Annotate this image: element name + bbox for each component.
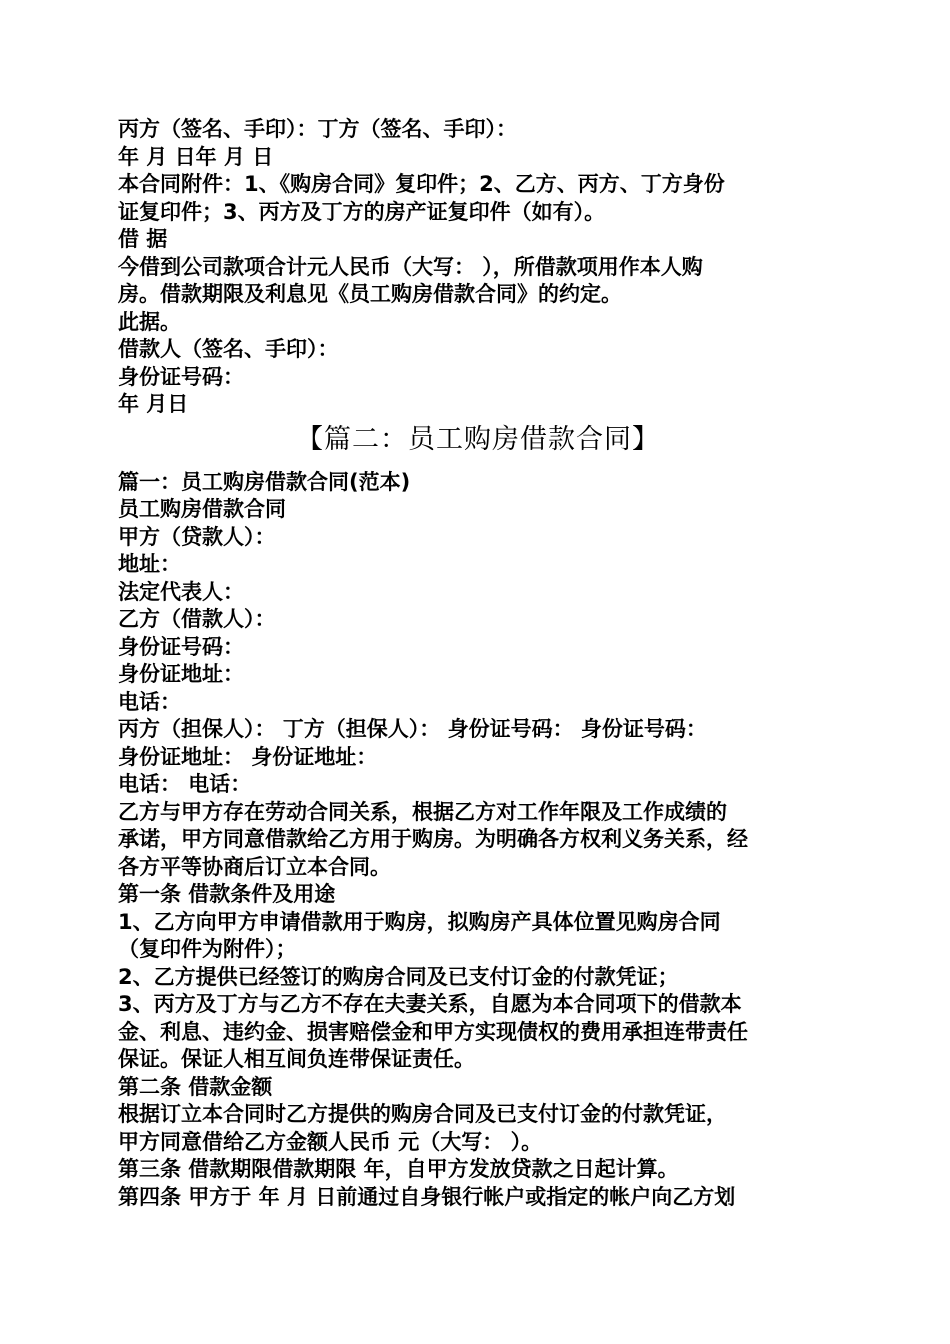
iou-heading: 借 据 [118,227,168,251]
borrower-signature-line: 借款人（签名、手印）： [118,337,339,361]
party-b-address-line: 身份证地址： [118,662,244,686]
guarantors-line: 丙方（担保人）： 丁方（担保人）： 身份证号码： 身份证号码： [118,717,707,741]
contract-template-heading: 篇一：员工购房借款合同(范本) [118,469,411,494]
legal-representative-line: 法定代表人： [118,579,244,604]
article-2-body-line-2: 甲方同意借给乙方金额人民币 元（大写： ）。 [118,1129,543,1154]
article-1-heading: 第一条 借款条件及用途 [118,882,336,906]
party-a-line: 甲方（贷款人）： [118,524,276,549]
party-b-id-line: 身份证号码： [118,634,244,659]
article-2-heading: 第二条 借款金额 [118,1074,273,1099]
article-1-item-1-line-1: 1、乙方向甲方申请借款用于购房，拟购房产具体位置见购房合同 [118,909,721,934]
party-a-address-line: 地址： [118,552,181,576]
contract-section-two [118,469,838,1212]
preamble-line-3: 各方平等协商后订立本合同。 [118,854,391,879]
contract-tail-section [118,116,838,419]
signature-line-bing-ding: 丙方（签名、手印）：丁方（签名、手印）： [118,117,517,141]
article-1-item-2: 2、乙方提供已经签订的购房合同及已支付订金的付款凭证； [118,964,679,989]
guarantors-address-line: 身份证地址： 身份证地址： [118,744,378,769]
iou-closing: 此据。 [118,309,181,334]
contract-name: 员工购房借款合同 [118,497,286,521]
preamble-line-1: 乙方与甲方存在劳动合同关系，根据乙方对工作年限及工作成绩的 [118,799,727,824]
article-1-item-3-line-3: 保证。保证人相互间负连带保证责任。 [118,1047,475,1071]
guarantors-phone-line: 电话： 电话： [118,772,252,796]
article-3-line: 第三条 借款期限借款期限 年，自甲方发放贷款之日起计算。 [118,1157,679,1181]
party-b-phone-line: 电话： [118,689,181,714]
signature-date-line: 年 月 日年 月 日 [118,144,274,169]
party-b-line: 乙方（借款人）： [118,607,276,631]
attachment-line-1: 本合同附件：1、《购房合同》复印件；2、乙方、丙方、丁方身份 [118,172,725,196]
document-content [118,116,838,1211]
article-4-line: 第四条 甲方于 年 月 日前通过自身银行帐户或指定的帐户向乙方划 [118,1184,736,1209]
article-1-item-3-line-1: 3、丙方及丁方与乙方不存在夫妻关系，自愿为本合同项下的借款本 [118,992,742,1016]
attachment-line-2: 证复印件；3、丙方及丁方的房产证复印件（如有）。 [118,199,606,224]
preamble-line-2: 承诺，甲方同意借款给乙方用于购房。为明确各方权利义务关系，经 [118,827,748,851]
article-1-item-3-line-2: 金、利息、违约金、损害赔偿金和甲方实现债权的费用承担连带责任 [118,1019,748,1044]
article-2-body-line-1: 根据订立本合同时乙方提供的购房合同及已支付订金的付款凭证， [118,1102,727,1126]
section-title: 【篇二：员工购房借款合同】 [296,423,660,455]
borrower-date-line: 年 月日 [118,392,189,416]
iou-body-line-1: 今借到公司款项合计元人民币（大写： ），所借款项用作本人购 [118,254,703,279]
article-1-item-1-line-2: （复印件为附件）； [118,937,297,961]
borrower-id-line: 身份证号码： [118,364,244,389]
iou-body-line-2: 房。借款期限及利息见《员工购房借款合同》的约定。 [118,282,622,306]
